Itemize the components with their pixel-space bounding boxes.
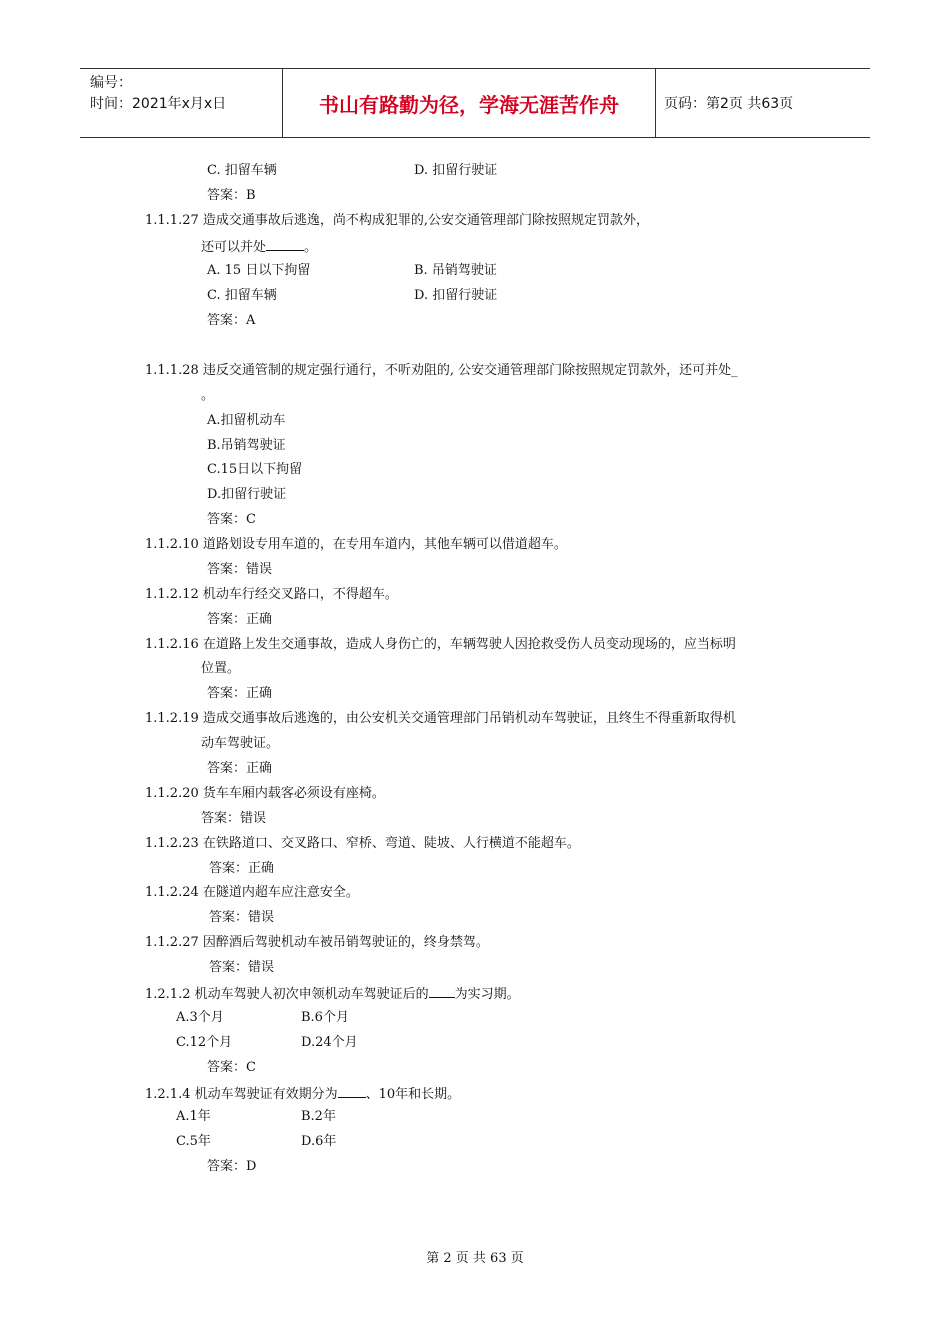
question-line: 1.1.1.27 造成交通事故后逃逸，尚不构成犯罪的,公安交通管理部门除按照规定罚款外， — [145, 213, 650, 228]
answer-line: 答案：C — [207, 512, 256, 527]
answer-line: 答案：D — [207, 1159, 257, 1174]
time-label: 时间：2021年x月x日 — [90, 96, 227, 112]
option-line: D.6年 — [301, 1134, 337, 1149]
option-line: A. 15 日以下拘留 — [207, 263, 311, 278]
page-header — [80, 68, 870, 138]
option-line: D.24个月 — [301, 1035, 358, 1050]
header-meta — [80, 69, 282, 137]
question-line: 还可以并处 。 — [201, 237, 317, 257]
option-line: B. 吊销驾驶证 — [414, 263, 497, 278]
option-line: D.扣留行驶证 — [207, 487, 287, 502]
option-line: C.12个月 — [176, 1035, 233, 1050]
question-line: 1.1.2.23 在铁路道口、交叉路口、窄桥、弯道、陡坡、人行横道不能超车。 — [145, 836, 580, 851]
question-line: 1.1.2.19 造成交通事故后逃逸的，由公安机关交通管理部门吊销机动车驾驶证，且终生不得重新取得机 — [145, 711, 736, 726]
option-line: B.6个月 — [301, 1010, 349, 1025]
question-line: 动车驾驶证。 — [201, 736, 280, 751]
option-line: C. 扣留车辆 — [207, 163, 277, 178]
option-line: A.1年 — [176, 1109, 211, 1124]
answer-line: 答案：正确 — [207, 761, 273, 776]
question-line: 1.1.2.27 因醉酒后驾驶机动车被吊销驾驶证的，终身禁驾。 — [145, 935, 489, 950]
footer-page-number: 第 2 页 共 63 页 — [426, 1251, 524, 1266]
question-line: 1.1.2.12 机动车行经交叉路口，不得超车。 — [145, 587, 398, 602]
question-line: 1.1.2.10 道路划设专用车道的，在专用车道内，其他车辆可以借道超车。 — [145, 537, 567, 552]
question-line: 1.1.2.16 在道路上发生交通事故，造成人身伤亡的，车辆驾驶人因抢救受伤人员变动现场的，应当标明 — [145, 637, 736, 652]
option-line: B.2年 — [301, 1109, 336, 1124]
answer-line: 答案：错误 — [209, 960, 275, 975]
answer-line: 答案：正确 — [207, 686, 273, 701]
option-line: C.5年 — [176, 1134, 211, 1149]
option-line: B.吊销驾驶证 — [207, 438, 286, 453]
answer-line: 答案：错误 — [201, 811, 267, 826]
option-line: D. 扣留行驶证 — [414, 288, 498, 303]
answer-line: 答案：错误 — [207, 562, 273, 577]
question-line: 1.1.2.24 在隧道内超车应注意安全。 — [145, 885, 359, 900]
page-footer — [0, 1247, 950, 1266]
answer-line: 答案：B — [207, 188, 256, 203]
question-line: 1.2.1.4 机动车驾驶证有效期分为 、10年和长期。 — [145, 1084, 460, 1104]
answer-line: 答案：A — [207, 313, 256, 328]
header-page-label: 页码：第2页 共63页 — [664, 96, 794, 112]
header-motto: 书山有路勤为径，学海无涯苦作舟 — [282, 69, 656, 137]
answer-line: 答案：正确 — [209, 861, 275, 876]
answer-line: 答案：正确 — [207, 612, 273, 627]
option-line: C. 扣留车辆 — [207, 288, 277, 303]
option-line: D. 扣留行驶证 — [414, 163, 498, 178]
answer-line: 答案：错误 — [209, 910, 275, 925]
number-label: 编号： — [90, 75, 132, 91]
question-line: 。 — [201, 388, 215, 403]
question-line: 1.1.1.28 违反交通管制的规定强行通行，不听劝阻的, 公安交通管理部门除按照规定罚款外，还可并处_ — [145, 363, 738, 378]
option-line: C.15日以下拘留 — [207, 462, 303, 477]
question-line: 位置。 — [201, 661, 241, 676]
question-line: 1.1.2.20 货车车厢内载客必须设有座椅。 — [145, 786, 385, 801]
question-line: 1.2.1.2 机动车驾驶人初次申领机动车驾驶证后的 为实习期。 — [145, 984, 520, 1004]
option-line: A.3个月 — [176, 1010, 224, 1025]
option-line: A.扣留机动车 — [207, 413, 286, 428]
answer-line: 答案：C — [207, 1060, 256, 1075]
